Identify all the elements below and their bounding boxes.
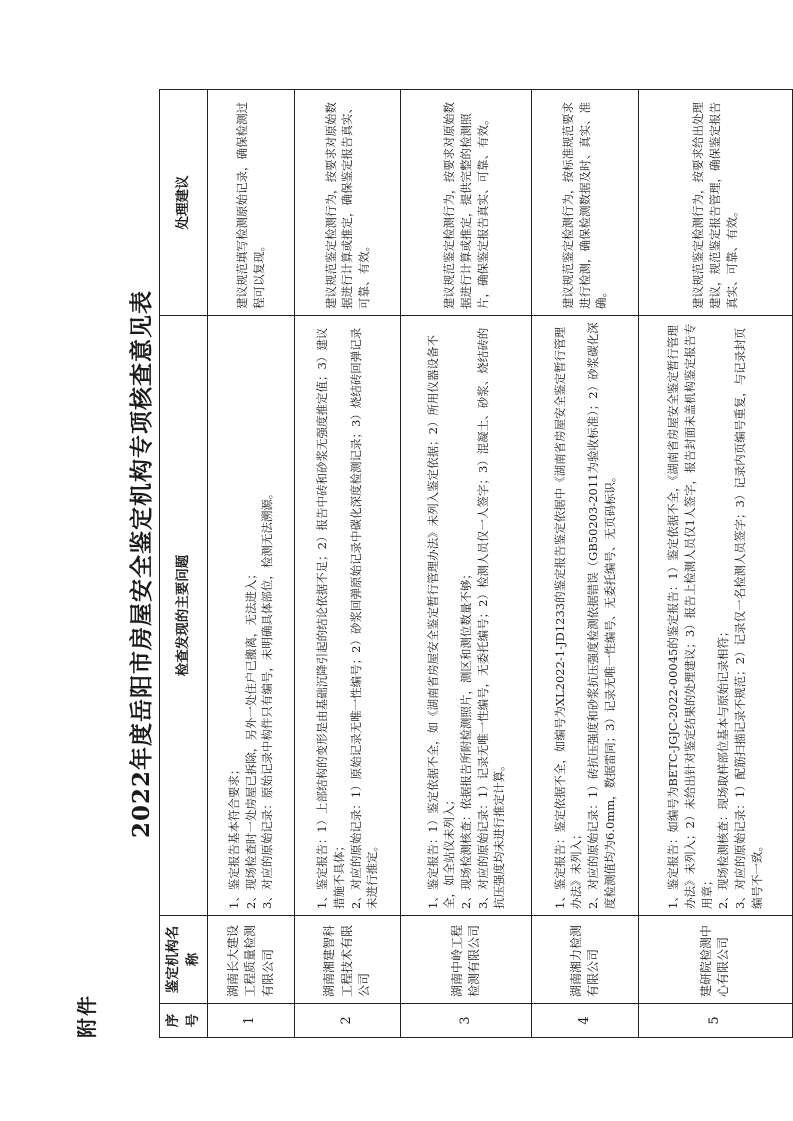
row-number: 5	[638, 1004, 792, 1038]
header-issues: 检查发现的主要问题	[160, 316, 208, 916]
org-name: 湖南中岭工程检测有限公司	[401, 916, 531, 1004]
row-number: 3	[401, 1004, 531, 1038]
page-title: 2022年度岳阳市房屋安全鉴定机构专项核查意见表	[128, 290, 155, 839]
advice-cell: 建议规范鉴定检测行为，按要求对原始数据进行计算或推定，提供完整的检测照片，确保鉴定报告真实、可靠、有效。	[401, 90, 531, 316]
issue-line: 2、对应的原始记录：1）原始记录无唯一性编号；2）砂浆回弹原始记录中碳化深度检测记录；3）烧结砖回弹记录未进行推定。	[348, 327, 380, 909]
row-number: 1	[208, 1004, 294, 1038]
issue-line: 1、鉴定报告：鉴定依据不全，如编号为XL2022-1-JD1233的鉴定报告鉴定依据中《湖南省房屋安全鉴定暂行管理办法》未列入；	[552, 326, 584, 909]
row-number: 2	[294, 1004, 401, 1038]
issue-line: 1、鉴定报告：1）上部结构的变形是由基础沉降引起的结论依据不足；2）报告中砖和砂浆无强度推定值；3）建议措施不具体；	[315, 327, 346, 909]
advice-cell: 建议规范鉴定检测行为，按要求给出处理建议，规范鉴定报告管理，确保鉴定报告真实、可靠、有效。	[638, 90, 792, 316]
issues-cell	[531, 316, 638, 916]
org-name: 建研院检测中心有限公司	[638, 916, 792, 1004]
issue-line: 1、鉴定报告：如编号为BETC-JGJC-2022-00045的鉴定报告：1）鉴定依据不全，《湖南省房屋安全鉴定暂行管理办法》未列入；2）未给出针对鉴定结果的处理建议；3）报告上检测人员仅1人签字，报告封面未盖机构鉴定报告专用章；	[666, 323, 714, 909]
table-row	[531, 90, 638, 1038]
issues-cell	[294, 316, 401, 916]
advice-cell: 建议规范鉴定检测行为，按要求对原始数据进行计算或推定，确保鉴定报告真实、可靠、有效。	[294, 90, 401, 316]
header-org: 鉴定机构名称	[160, 916, 208, 1004]
issue-line: 2、现场检测核查：现场取样部位基本与原始记录相符；	[716, 625, 731, 909]
issue-line: 1、鉴定报告：1）鉴定依据不全，如《湖南省房屋安全鉴定暂行管理办法》未列入鉴定依据；2）所用仪器设备不全，如全站仪未列入；	[425, 335, 457, 909]
rotated-page	[75, 90, 793, 1038]
advice-cell: 建议规范鉴定检测行为，按标准规范要求进行检测，确保检测数据及时、真实、准确。	[531, 90, 638, 316]
review-table	[159, 89, 793, 1038]
issue-line: 3、对应的原始记录：1）记录无唯一性编号，无委托编号；2）检测人员仅一人签字；3）混凝土、砂浆、烧结砖的抗压强度均未进行推定计算。	[475, 327, 507, 909]
table-header-row	[160, 90, 208, 1038]
issue-line: 3、对应的原始记录：原始记录中构件只有编号，未明确具体部位，检测无法溯源。	[260, 487, 275, 909]
table-row	[401, 90, 531, 1038]
org-name: 湖南长大建设工程质量检测有限公司	[208, 916, 294, 1004]
table-row	[294, 90, 401, 1038]
table-row	[208, 90, 294, 1038]
org-name: 湖南湘建智科工程技术有限公司	[294, 916, 401, 1004]
org-name: 湖南湘力检测有限公司	[531, 916, 638, 1004]
table-row	[638, 90, 792, 1038]
issues-cell	[638, 316, 792, 916]
issues-cell	[208, 316, 294, 916]
row-number: 4	[531, 1004, 638, 1038]
header-no: 序号	[160, 1004, 208, 1038]
header-advice: 处理建议	[160, 90, 208, 316]
issues-cell	[401, 316, 531, 916]
issue-line: 2、现场检查时一处房屋已拆除，另外一处住户已搬离，无法进入；	[243, 568, 258, 909]
attachment-label: 附件	[75, 994, 99, 1038]
issue-line: 2、对应的原始记录：1）砖抗压强度和砂浆抗压强度检测依据错误（GB50203-2011为验收标准）；2）砂浆碳化深度检测值均为6.0mm，数据雷同；3）记录无唯一性编号、无委托编号、无页码标识。	[585, 322, 617, 909]
issue-line: 3、对应的原始记录：1）配筋扫描记录不规范；2）记录仅一名检测人员签字；3）记录内页编号重复，与记录封页编号不一致。	[733, 327, 764, 909]
issue-line: 2、现场检测核查：依据报告所附检测照片，测区和测位数量不够；	[458, 568, 473, 909]
advice-cell: 建议规范填写检测原始记录，确保检测过程可以复现。	[208, 90, 294, 316]
issue-line: 1、鉴定报告基本符合要求；	[226, 763, 241, 909]
